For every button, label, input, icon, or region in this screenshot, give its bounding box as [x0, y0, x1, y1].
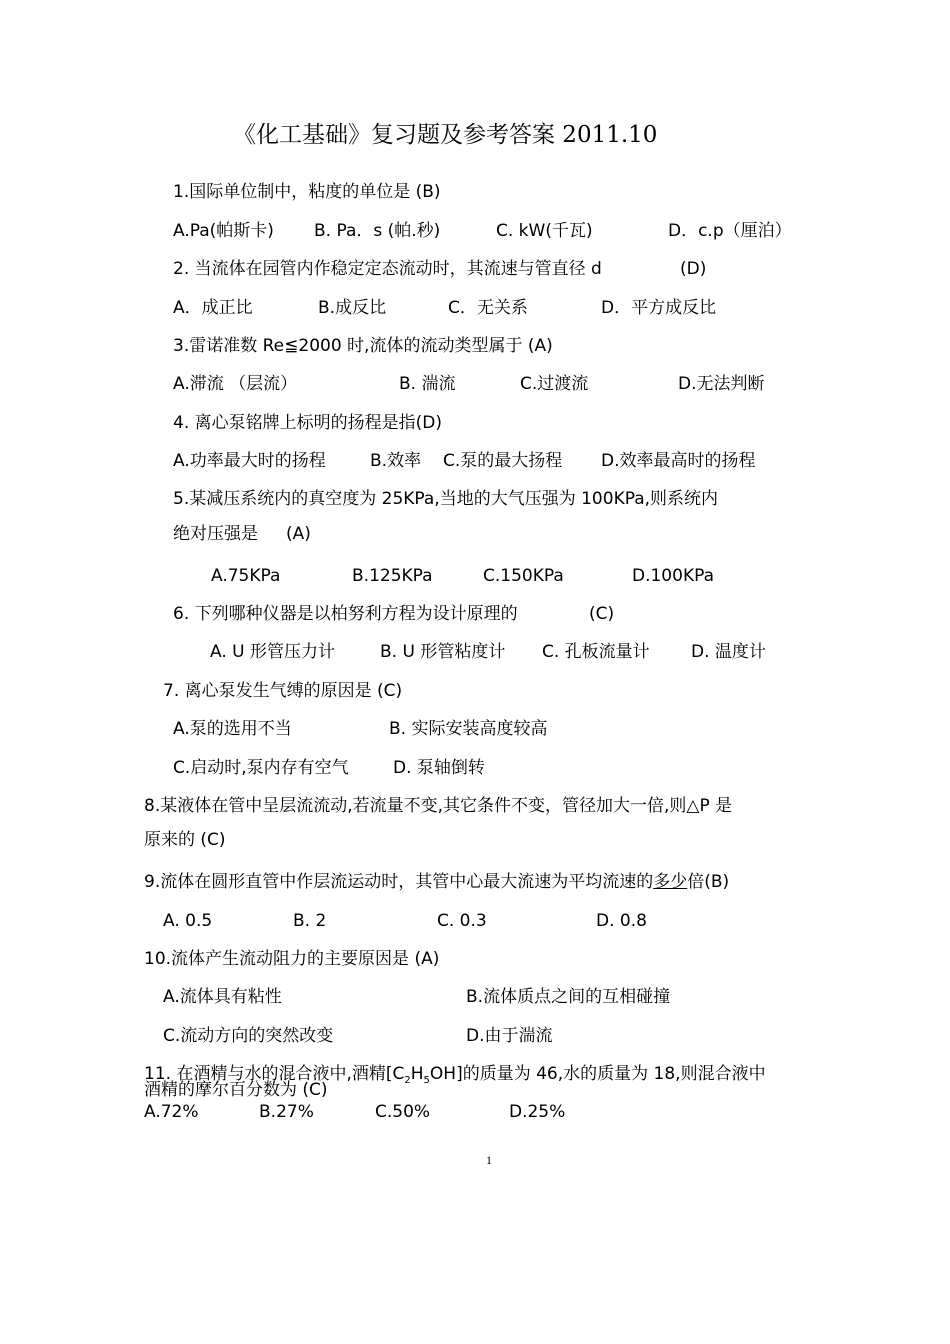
question-11-stem-pre: 11. 在酒精与水的混合液中,酒精[C: [144, 1064, 405, 1084]
question-6-option-c: C. 孔板流量计: [542, 642, 650, 662]
question-7-option-a: A.泵的选用不当: [173, 719, 292, 739]
question-7-option-b: B. 实际安装高度较高: [389, 719, 548, 739]
question-1-stem: 1.国际单位制中，粘度的单位是 (B): [173, 182, 441, 202]
question-4-option-d: D.效率最高时的扬程: [601, 451, 756, 471]
question-8-stem-line-1: 8.某液体在管中呈层流流动,若流量不变,其它条件不变，管径加大一倍,则△P 是: [144, 796, 733, 816]
question-1-option-d: D．c.p（厘泊）: [668, 221, 792, 241]
question-10-option-b: B.流体质点之间的互相碰撞: [466, 987, 671, 1007]
question-4-option-c: C.泵的最大扬程: [443, 451, 563, 471]
question-9-stem: [144, 871, 729, 893]
question-9-option-b: B. 2: [293, 911, 327, 931]
question-9-stem-post: 倍(B): [687, 872, 730, 892]
question-11-option-d: D.25%: [509, 1102, 566, 1122]
question-11-stem-mid: H: [410, 1064, 424, 1084]
question-3-option-b: B. 湍流: [399, 374, 456, 394]
question-6-option-d: D. 温度计: [691, 642, 766, 662]
question-11-option-a: A.72%: [144, 1102, 199, 1122]
question-9-option-a: A. 0.5: [163, 911, 213, 931]
question-9-stem-pre: 9.流体在圆形直管中作层流运动时，其管中心最大流速为平均流速的: [144, 872, 654, 892]
question-7-option-d: D. 泵轴倒转: [393, 758, 485, 778]
question-9-stem-underlined: 多少: [653, 872, 688, 892]
question-5-option-b: B.125KPa: [352, 566, 433, 586]
question-3-stem: 3.雷诺准数 Re≦2000 时,流体的流动类型属于 (A): [173, 336, 553, 356]
question-5-answer: (A): [286, 524, 311, 544]
question-2-option-a: A．成正比: [173, 298, 253, 318]
question-1-option-c: C. kW(千瓦): [496, 221, 593, 241]
question-5-option-c: C.150KPa: [483, 566, 564, 586]
question-7-stem: 7. 离心泵发生气缚的原因是 (C): [163, 681, 403, 701]
question-9-option-d: D. 0.8: [596, 911, 647, 931]
page-number: 1: [486, 1153, 492, 1167]
question-4-stem: 4. 离心泵铭牌上标明的扬程是指(D): [173, 413, 442, 433]
question-4-option-b: B.效率: [370, 451, 422, 471]
question-3-option-a: A.滞流 （层流）: [173, 374, 298, 394]
question-5-option-d: D.100KPa: [632, 566, 714, 586]
question-10-option-c: C.流动方向的突然改变: [163, 1026, 334, 1046]
question-10-option-a: A.流体具有粘性: [163, 987, 282, 1007]
question-8-stem-line-2: 原来的 (C): [144, 830, 226, 850]
question-2-option-d: D．平方成反比: [601, 298, 717, 318]
question-4-option-a: A.功率最大时的扬程: [173, 451, 326, 471]
question-1-option-b: B. Pa．s (帕.秒): [314, 221, 441, 241]
question-6-option-a: A. U 形管压力计: [210, 642, 335, 662]
question-10-stem: 10.流体产生流动阻力的主要原因是 (A): [144, 949, 440, 969]
question-2-option-c: C．无关系: [448, 298, 528, 318]
question-6-stem: 6. 下列哪种仪器是以柏努利方程为设计原理的: [173, 604, 518, 624]
page-title: 《化工基础》复习题及参考答案 2011.10: [233, 122, 658, 148]
question-3-option-c: C.过渡流: [520, 374, 589, 394]
question-5-stem-line-1: 5.某减压系统内的真空度为 25KPa,当地的大气压强为 100KPa,则系统内: [173, 489, 719, 509]
question-7-option-c: C.启动时,泵内存有空气: [173, 758, 349, 778]
question-11-subscript-2: 5: [423, 1075, 430, 1086]
question-2-option-b: B.成反比: [318, 298, 387, 318]
question-11-option-c: C.50%: [375, 1102, 431, 1122]
question-6-answer: (C): [589, 604, 615, 624]
question-11-option-b: B.27%: [259, 1102, 314, 1122]
question-10-option-d: D.由于湍流: [466, 1026, 553, 1046]
question-11-subscript-1: 2: [404, 1075, 411, 1086]
question-9-option-c: C. 0.3: [437, 911, 487, 931]
question-11-stem-line-2: 酒精的摩尔百分数为 (C): [144, 1080, 328, 1100]
question-1-option-a: A.Pa(帕斯卡): [173, 221, 274, 241]
question-11-stem-post: OH]的质量为 46,水的质量为 18,则混合液中: [429, 1064, 766, 1084]
question-3-option-d: D.无法判断: [678, 374, 765, 394]
question-6-option-b: B. U 形管粘度计: [380, 642, 506, 662]
question-5-stem-line-2: 绝对压强是: [173, 524, 258, 544]
question-5-option-a: A.75KPa: [211, 566, 281, 586]
question-2-stem: 2. 当流体在园管内作稳定定态流动时，其流速与管直径 d: [173, 259, 602, 279]
question-2-answer: (D): [680, 259, 707, 279]
